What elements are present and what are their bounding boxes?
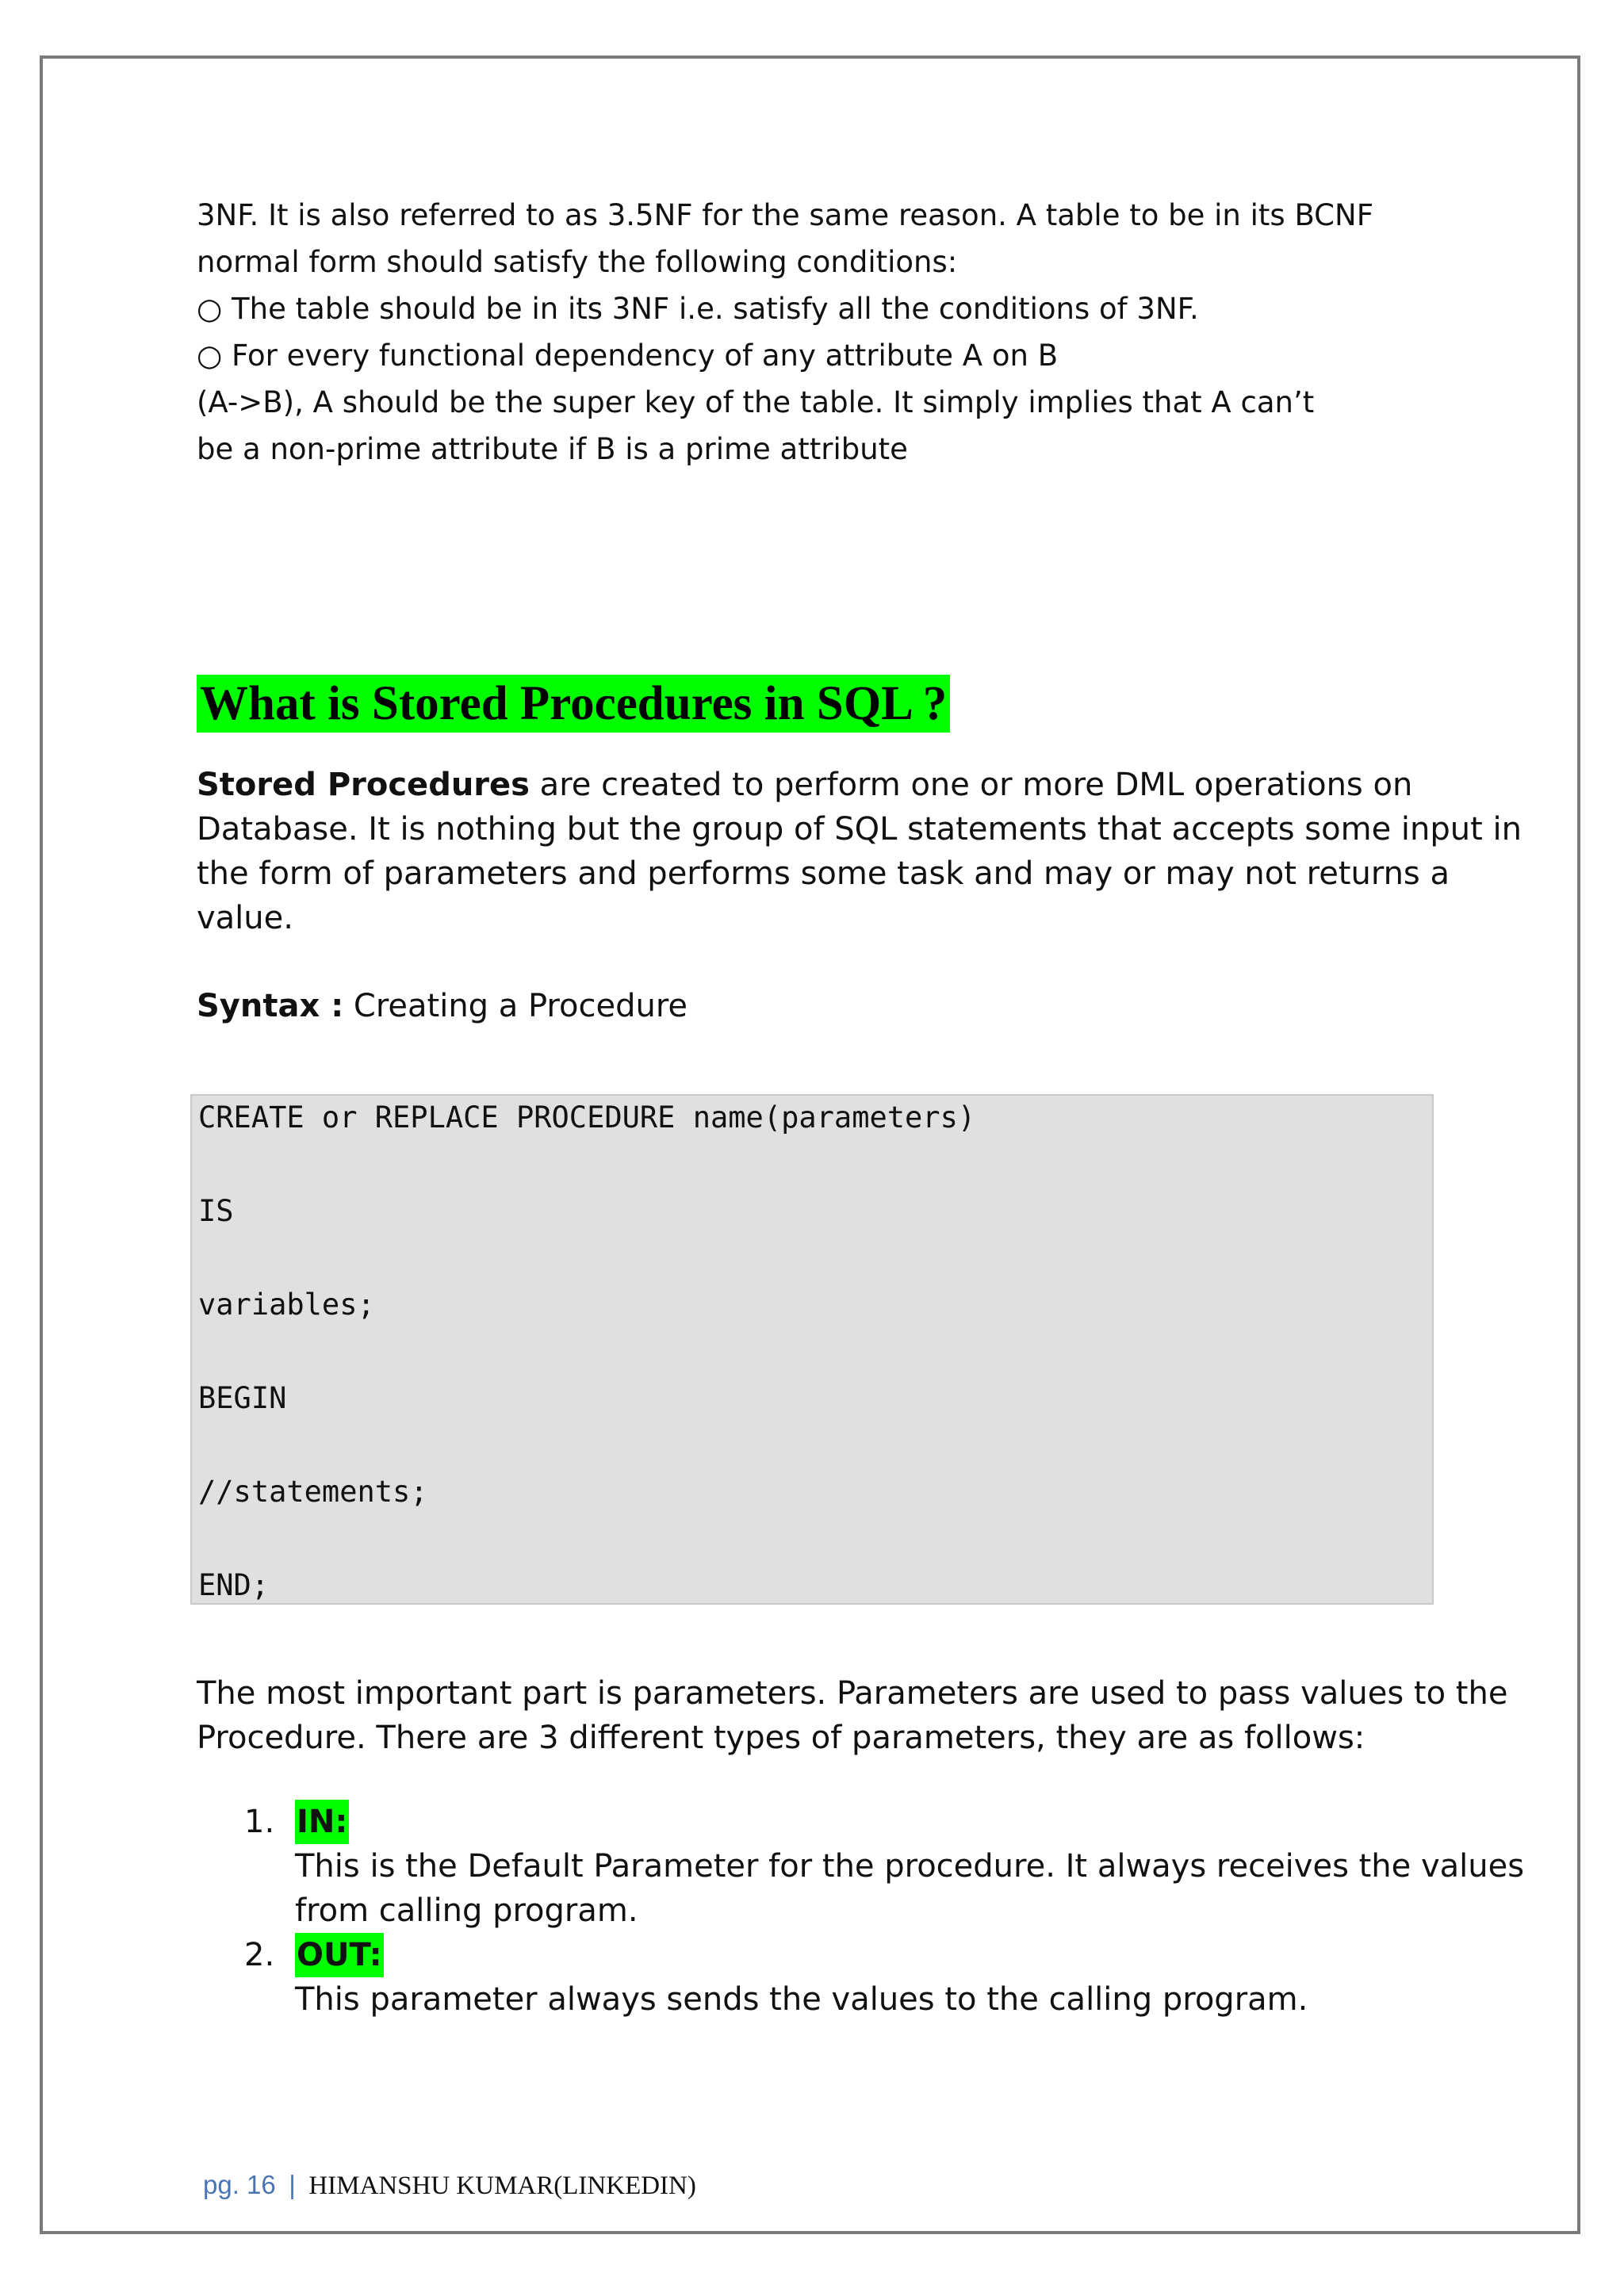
syntax-label: Syntax : — [197, 988, 344, 1024]
intro-line: ○ The table should be in its 3NF i.e. satisfy all the conditions of 3NF. — [197, 292, 1199, 326]
definition-line: value. — [197, 900, 293, 936]
list-description — [295, 1844, 1624, 1933]
definition-line: Database. It is nothing but the group of SQL statements that accepts some input in — [197, 811, 1522, 848]
page-footer — [203, 2169, 696, 2202]
definition-term: Stored Procedures — [197, 767, 530, 803]
list-description-line: This is the Default Parameter for the procedure. It always receives the values — [295, 1848, 1525, 1885]
code-line: variables; — [198, 1288, 375, 1322]
definition-paragraph — [197, 763, 1522, 940]
page-number: pg. 16 — [203, 2170, 276, 2199]
list-description — [295, 1977, 1624, 2022]
section-heading-highlight — [197, 675, 950, 733]
intro-line: ○ For every functional dependency of any attribute A on B — [197, 339, 1059, 373]
list-title: IN: — [295, 1800, 349, 1844]
syntax-line — [197, 984, 1434, 1028]
section-heading: What is Stored Procedures in SQL ? — [200, 677, 948, 730]
definition-line — [197, 763, 1434, 807]
list-number: 1. — [244, 1804, 275, 1840]
code-line: BEGIN — [198, 1381, 287, 1415]
syntax-text: Creating a Procedure — [343, 988, 688, 1024]
parameters-intro-line: The most important part is parameters. Parameters are used to pass values to the — [197, 1675, 1508, 1712]
parameters-intro-line: Procedure. There are 3 different types of parameters, they are as follows: — [197, 1720, 1365, 1756]
intro-line: be a non-prime attribute if B is a prime attribute — [197, 432, 908, 466]
parameters-intro — [197, 1671, 1508, 1760]
list-description-line: This parameter always sends the values to the calling program. — [295, 1981, 1308, 2018]
footer-separator: | — [289, 2170, 296, 2199]
intro-line: normal form should satisfy the following conditions: — [197, 245, 958, 279]
intro-line: (A->B), A should be the super key of the table. It simply implies that A can’t — [197, 385, 1315, 419]
footer-author: HIMANSHU KUMAR(LINKEDIN) — [308, 2172, 696, 2200]
code-block — [190, 1094, 1434, 1605]
list-number: 2. — [244, 1937, 275, 1973]
intro-paragraph — [197, 192, 1434, 473]
definition-text: are created to perform one or more DML operations on — [529, 767, 1413, 803]
code-line: IS — [198, 1194, 234, 1228]
code-line: END; — [198, 1568, 270, 1602]
intro-line: 3NF. It is also referred to as 3.5NF for the same reason. A table to be in its BCNF — [197, 198, 1373, 232]
definition-line: the form of parameters and performs some task and may or may not returns a — [197, 855, 1450, 892]
code-line: //statements; — [198, 1475, 428, 1509]
list-title: OUT: — [295, 1933, 384, 1977]
code-line: CREATE or REPLACE PROCEDURE name(parameters) — [198, 1100, 976, 1135]
list-description-line: from calling program. — [295, 1892, 638, 1929]
